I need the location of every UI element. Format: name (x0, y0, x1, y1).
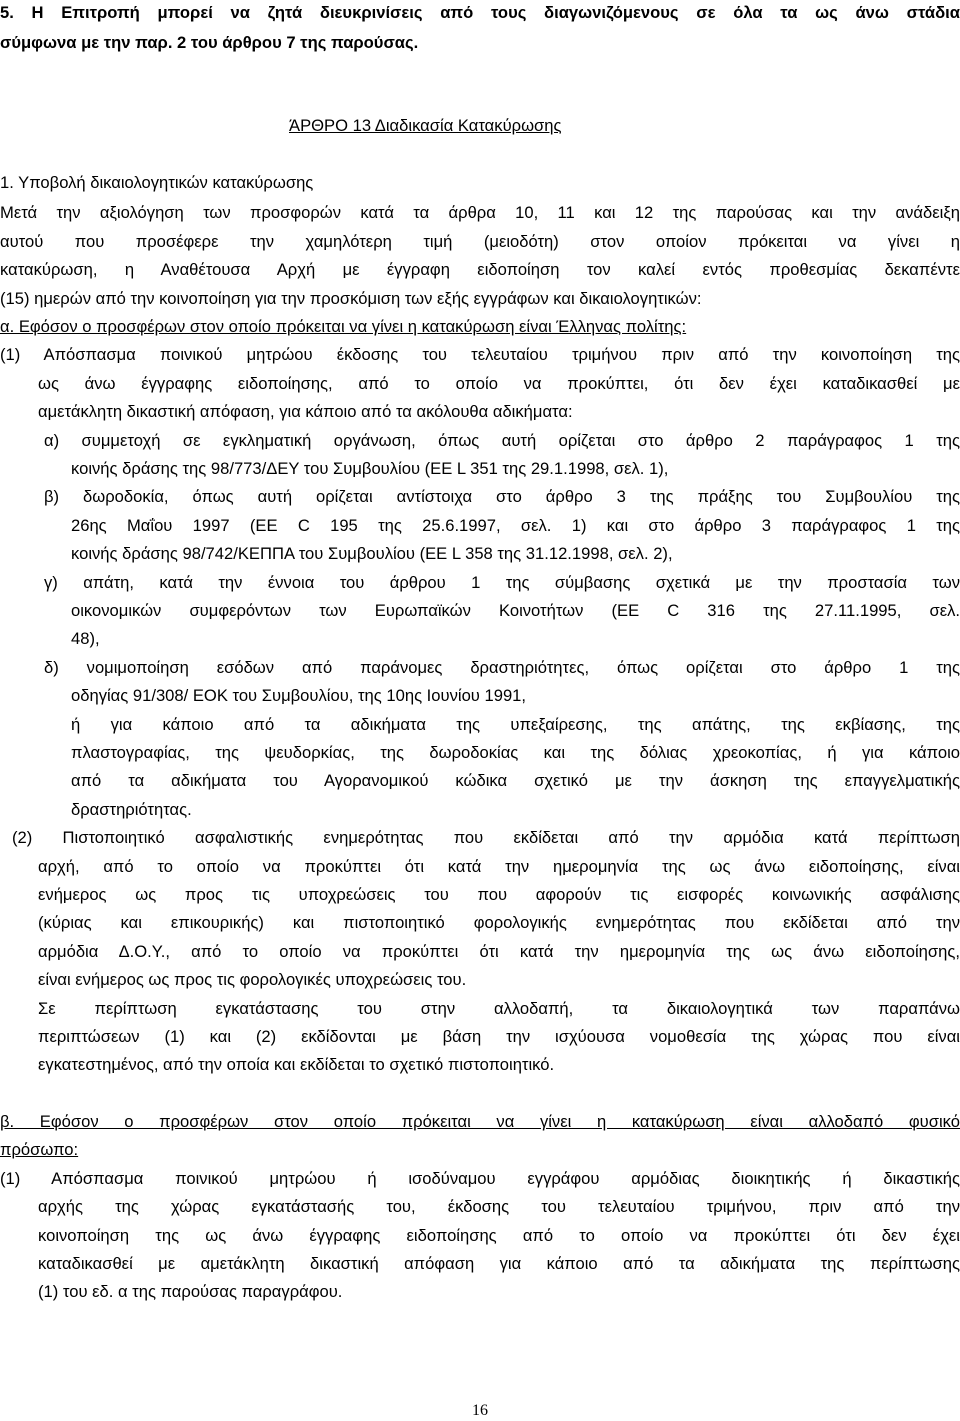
text-line: κατακύρωση, η Αναθέτουσα Αρχή με έγγραφη ειδοποίηση τον καλεί εντός προθεσμίας δεκαπέντε (0, 260, 960, 279)
text-line: (15) ημερών από την κοινοποίηση για την προσκόμιση των εξής εγγράφων και δικαιολογητικών: (0, 289, 702, 308)
item-b-beta: β) δωροδοκία, όπως αυτή ορίζεται αντίστοιχα στο άρθρο 3 της πράξης του Συμβουλίου της (44, 487, 960, 506)
subsection-b-heading: β. Εφόσον ο προσφέρων στον οποίο πρόκειται να γίνει η κατακύρωση είναι αλλοδαπό φυσικό (0, 1112, 960, 1131)
text-line: 26ης Μαΐου 1997 (ΕΕ C 195 της 25.6.1997, σελ. 1) και στο άρθρο 3 παράγραφος 1 της (71, 516, 960, 535)
text-line: κοινοποίηση της ως άνω έγγραφης ειδοποίησης από το οποίο να προκύπτει ότι δεν έχει (38, 1226, 960, 1245)
text-line: περιπτώσεων (1) και (2) εκδίδονται με βάση την ισχύουσα νομοθεσία της χώρας που είναι (38, 1027, 960, 1046)
text-line: δραστηριότητας. (71, 800, 192, 819)
item-2-line: (2) Πιστοποιητικό ασφαλιστικής ενημερότητας που εκδίδεται από την αρμόδια κατά περίπτωση (12, 828, 960, 847)
text-line: εγκατεστημένος, από την οποία και εκδίδεται το σχετικό πιστοποιητικό. (38, 1055, 555, 1074)
text-line: πλαστογραφίας, της ψευδορκίας, της δωροδοκίας και της δόλιας χρεοκοπίας, ή για κάποιο (71, 743, 960, 762)
section-1-heading: 1. Υποβολή δικαιολογητικών κατακύρωσης (0, 173, 314, 192)
text-line: (1) του εδ. α της παρούσας παραγράφου. (38, 1282, 343, 1301)
text-line: ενήμερος ως προς τις υποχρεώσεις του που αφορούν τις εισφορές κοινωνικής ασφάλισης (38, 885, 960, 904)
text-line: αρμόδια Δ.Ο.Υ., από το οποίο να προκύπτει ότι κατά την ημερομηνία της ως άνω ειδοποίησης, (38, 942, 960, 961)
item-1-line: (1) Απόσπασμα ποινικού μητρώου έκδοσης του τελευταίου τριμήνου πριν από την κοινοποίηση της (0, 345, 960, 364)
text-line: οικονομικών συμφερόντων των Ευρωπαϊκών Κοινοτήτων (ΕΕ C 316 της 27.11.1995, σελ. (71, 601, 960, 620)
text-line: ως άνω έγγραφης ειδοποίησης, από το οποίο να προκύπτει, ότι δεν έχει καταδικασθεί με (38, 374, 960, 393)
article-13-heading: ΆΡΘΡΟ 13 Διαδικασία Κατακύρωσης (289, 116, 562, 135)
text-line: οδηγίας 91/308/ ΕΟΚ του Συμβουλίου, της 10ης Ιουνίου 1991, (71, 686, 527, 705)
text-line: σύμφωνα με την παρ. 2 του άρθρου 7 της παρούσας. (0, 33, 419, 52)
text-line: είναι ενήμερος ως προς τις φορολογικές υποχρεώσεις του. (38, 970, 467, 989)
text-line: αυτού που προσέφερε την χαμηλότερη τιμή (μειοδότη) στον οποίον πρόκειται να γίνει η (0, 232, 960, 251)
item-d-delta: δ) νομιμοποίηση εσόδων από παράνομες δραστηριότητες, όπως ορίζεται στο άρθρο 1 της (44, 658, 960, 677)
text-line: (κύριας και επικουρικής) και πιστοποιητικό φορολογικής ενημερότητας που εκδίδεται από την (38, 913, 960, 932)
item-a-alpha: α) συμμετοχή σε εγκληματική οργάνωση, όπως αυτή ορίζεται στο άρθρο 2 παράγραφος 1 της (44, 431, 960, 450)
clause-5-line: 5. Η Επιτροπή μπορεί να ζητά διευκρινίσεις από τους διαγωνιζόμενους σε όλα τα ως άνω στάδια (0, 3, 960, 22)
text-line: 48), (71, 629, 100, 648)
text-line: ή για κάποιο από τα αδικήματα της υπεξαίρεσης, της απάτης, της εκβίασης, της (71, 715, 960, 734)
page-number: 16 (472, 1402, 488, 1419)
item-b1-line: (1) Απόσπασμα ποινικού μητρώου ή ισοδύναμου εγγράφου αρμόδιας διοικητικής ή δικαστικής (0, 1169, 960, 1188)
text-line: κοινής δράσης της 98/773/ΔΕΥ του Συμβουλίου (ΕΕ L 351 της 29.1.1998, σελ. 1), (71, 459, 669, 478)
item-c-gamma: γ) απάτη, κατά την έννοια του άρθρου 1 της σύμβασης σχετικά με την προστασία των (44, 573, 960, 592)
text-line: αμετάκλητη δικαστική απόφαση, για κάποιο από τα ακόλουθα αδικήματα: (38, 402, 573, 421)
para-line: Μετά την αξιολόγηση των προσφορών κατά τα άρθρα 10, 11 και 12 της παρούσας και την ανάδειξη (0, 203, 960, 222)
text-line: κοινής δράσης 98/742/ΚΕΠΠΑ του Συμβουλίου (ΕΕ L 358 της 31.12.1998, σελ. 2), (71, 544, 673, 563)
abroad-note-line: Σε περίπτωση εγκατάστασης του στην αλλοδαπή, τα δικαιολογητικά των παραπάνω (38, 999, 960, 1018)
text-line: αρχή, από το οποίο να προκύπτει ότι κατά την ημερομηνία της ως άνω ειδοποίησης, είναι (38, 857, 960, 876)
text-line: καταδικασθεί με αμετάκλητη δικαστική απόφαση για κάποιο από τα αδικήματα της περίπτωσης (38, 1254, 960, 1273)
text-line: αρχής της χώρας εγκατάστασής του, έκδοσης του τελευταίου τριμήνου, πριν από την (38, 1197, 960, 1216)
text-line: από τα αδικήματα του Αγορανομικού κώδικα σχετικό με την άσκηση της επαγγελματικής (71, 771, 960, 790)
subsection-a-heading: α. Εφόσον ο προσφέρων στον οποίο πρόκειται να γίνει η κατακύρωση είναι Έλληνας πολίτης: (0, 317, 687, 336)
text-line: πρόσωπο: (0, 1140, 79, 1159)
